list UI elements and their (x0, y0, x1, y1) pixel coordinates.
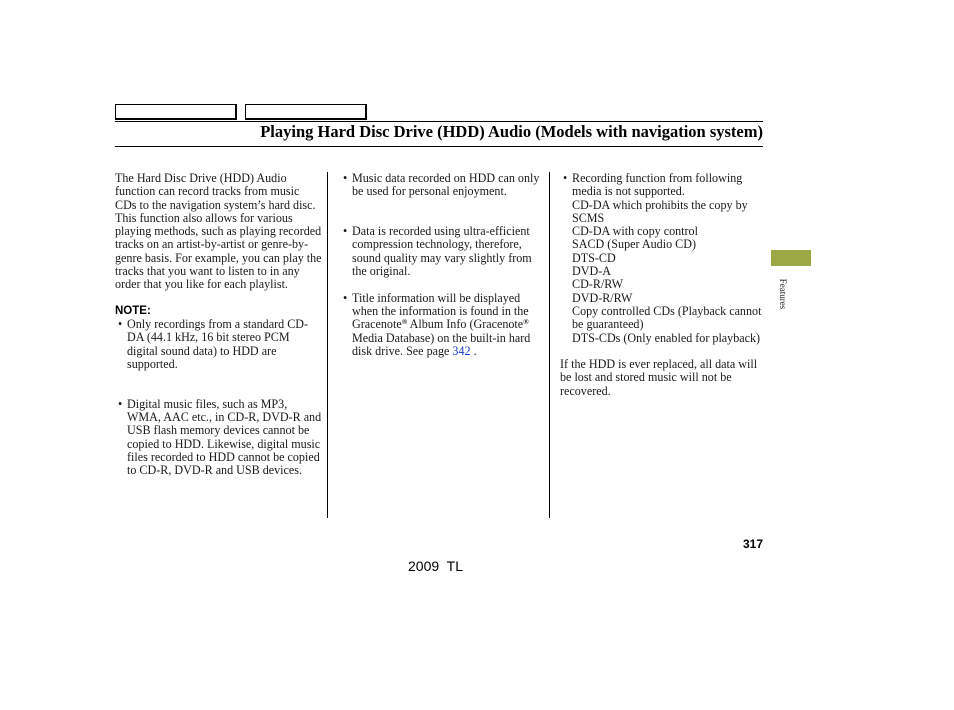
media-item: CD-R/RW (572, 277, 624, 292)
registered-mark: ® (523, 317, 529, 327)
note-bullet (560, 172, 762, 345)
bullet-text: Album Info (Gracenote (407, 317, 524, 332)
note-bullet: • Data is recorded using ultra-efficient compression technology, therefore, sound quality may vary slightly from the original. (340, 225, 540, 278)
nav-button-previous[interactable] (115, 104, 237, 120)
media-item: DVD-R/RW (572, 290, 633, 305)
column-1 (115, 172, 323, 478)
note-label: NOTE: (115, 304, 151, 317)
media-item: DTS-CD (572, 250, 616, 265)
media-item: SACD (Super Audio CD) (572, 237, 696, 252)
note-bullet: • Music data recorded on HDD can only be used for personal enjoyment. (340, 172, 540, 199)
page-title: Playing Hard Disc Drive (HDD) Audio (Models with navigation system) (260, 122, 763, 141)
column-3 (560, 172, 762, 398)
section-label: Features (778, 278, 788, 310)
title-rule (115, 146, 763, 147)
note-bullet: • Only recordings from a standard CD-DA (44.1 kHz, 16 bit stereo PCM digital sound data) to HDD are supported. (115, 318, 323, 371)
column-2 (340, 172, 540, 358)
nav-button-next[interactable] (245, 104, 367, 120)
column-divider (327, 172, 328, 518)
closing-paragraph: If the HDD is ever replaced, all data will be lost and stored music will not be recovered. (560, 357, 758, 398)
section-tab (771, 250, 811, 266)
bullet-text: • Recording function from following media is not supported. (572, 171, 743, 199)
note-bullet (340, 292, 540, 358)
media-item: Copy controlled CDs (Playback cannot be guaranteed) (572, 303, 762, 332)
bullet-text: Title information will be displayed when the information is found in the Gracenote (352, 290, 529, 332)
registered-mark: ® (401, 317, 408, 327)
intro-paragraph: The Hard Disc Drive (HDD) Audio function can record tracks from music CDs to the navigation system’s hard disc. This function also allows for various playing methods, such as playing recorded tracks on an artist-by-artist or genre-by-genre basis. For example, you can play the tracks that you want to listen to in any order that you like for each playlist. (115, 171, 322, 292)
media-item: CD-DA which prohibits the copy by SCMS (572, 197, 748, 225)
bullet-text: . (470, 343, 477, 358)
media-item: DTS-CDs (Only enabled for playback) (572, 330, 761, 345)
bullet-text: Media Database) on the built-in hard disk drive. See page (352, 330, 531, 358)
page-number: 317 (742, 537, 763, 551)
page-reference-link[interactable]: 342 (452, 343, 471, 358)
media-item: CD-DA with copy control (572, 224, 698, 239)
media-item: DVD-A (572, 264, 611, 279)
note-bullet: • Digital music files, such as MP3, WMA, AAC etc., in CD-R, DVD-R and USB flash memory devices cannot be copied to HDD. Likewise, digital music files recorded to HDD cannot be copied to CD-R, DVD-R and USB devices. (115, 398, 323, 478)
column-divider (549, 172, 550, 518)
footer-model: 2009 TL (408, 558, 464, 574)
